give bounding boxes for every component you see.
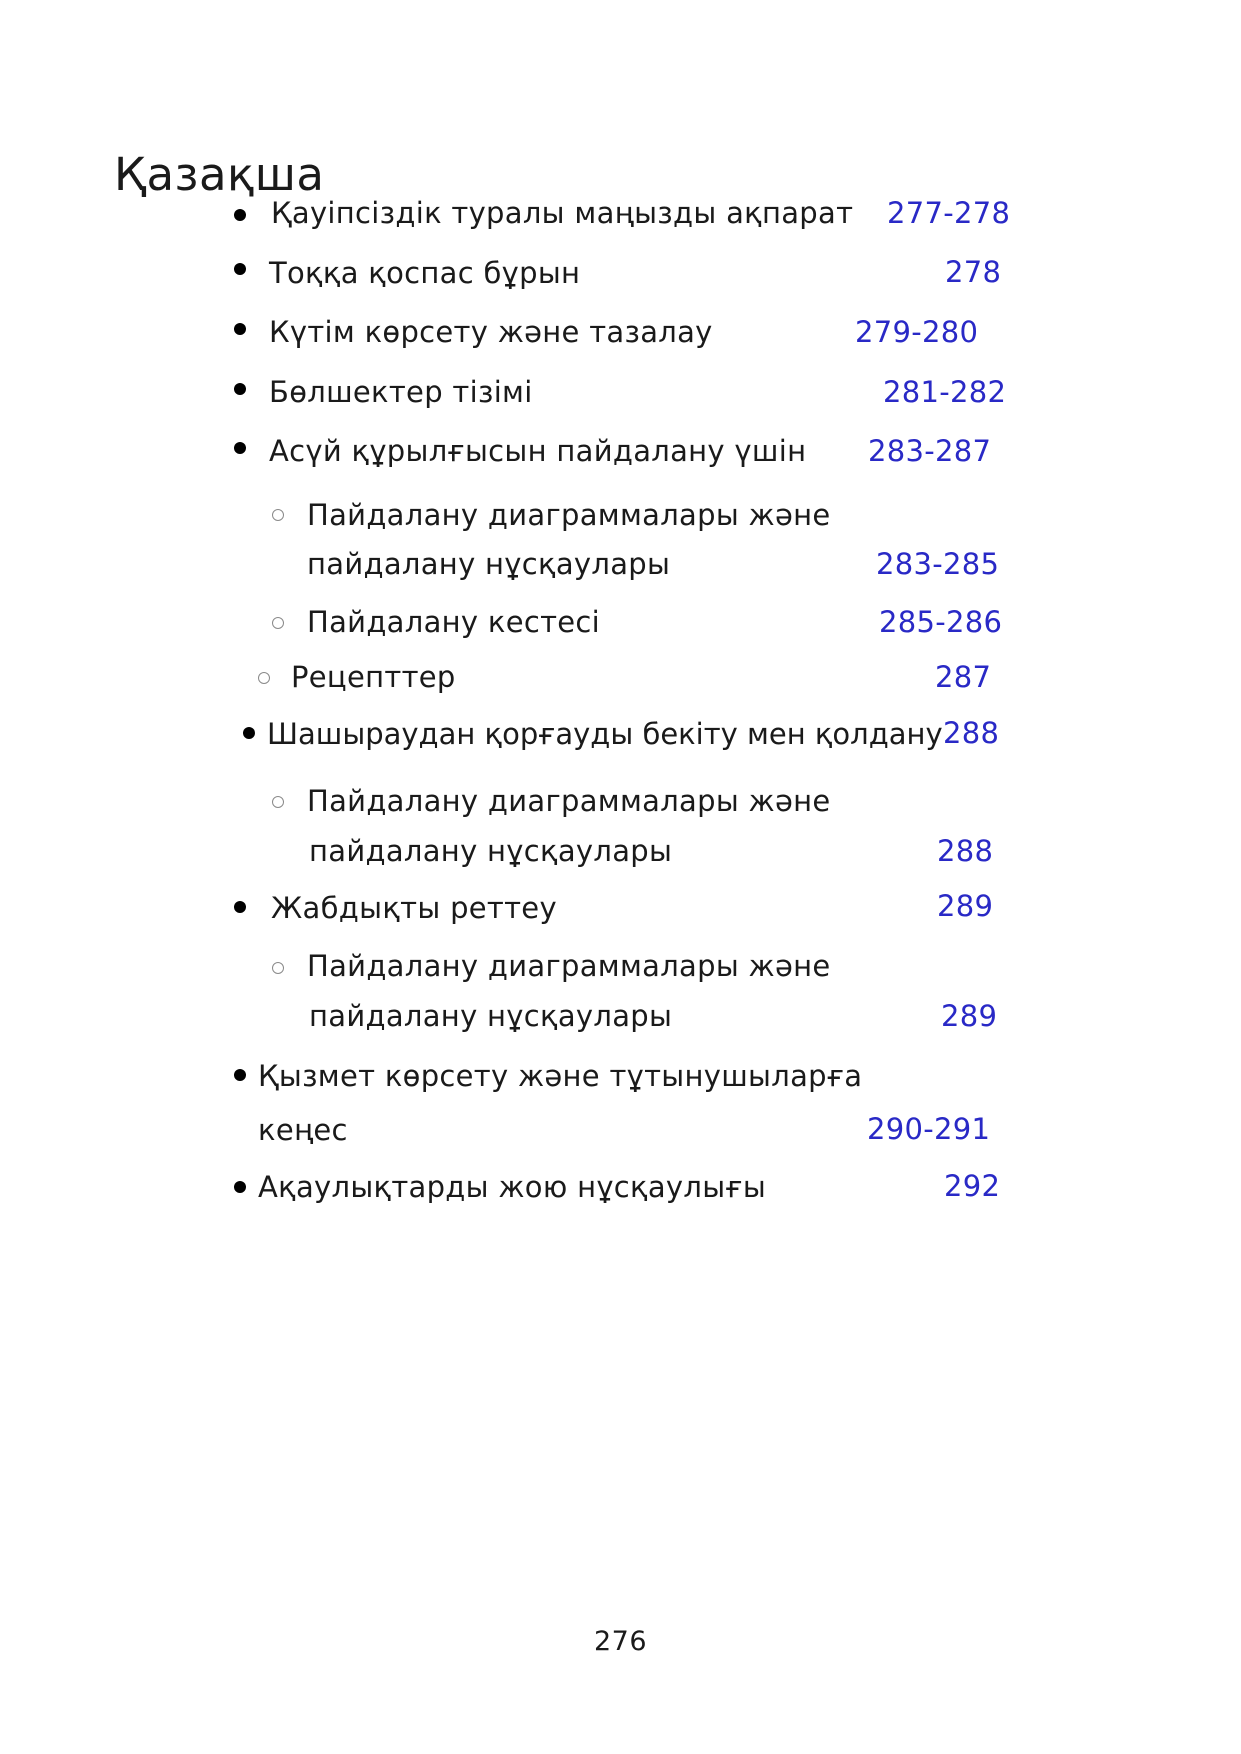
toc-entry-pages: 289 — [941, 999, 998, 1033]
toc-entry-title: Тоққа қоспас бұрын — [269, 256, 581, 290]
bullet-icon — [234, 1069, 246, 1081]
toc-entry-title-continued: пайдалану нұсқаулары — [307, 547, 671, 581]
bullet-icon — [234, 263, 246, 275]
toc-entry-title: Қызмет көрсету және тұтынушыларға — [258, 1059, 863, 1093]
toc-entry-title-continued: кеңес — [258, 1113, 348, 1147]
toc-entry-title: Пайдалану кестесі — [307, 605, 601, 639]
toc-entry-pages: 283-285 — [876, 547, 1000, 581]
toc-entry-title: Бөлшектер тізімі — [269, 375, 533, 409]
bullet-icon — [243, 727, 255, 739]
bullet-icon — [234, 442, 246, 454]
toc-entry-pages: 285-286 — [879, 605, 1003, 639]
toc-entry-title: Пайдалану диаграммалары және — [307, 784, 831, 818]
circle-bullet-icon — [272, 962, 284, 974]
toc-entry-pages: 283-287 — [868, 434, 992, 468]
toc-entry-pages: 290-291 — [867, 1112, 991, 1146]
circle-bullet-icon — [272, 617, 284, 629]
bullet-icon — [234, 1181, 246, 1193]
toc-entry-title-continued: пайдалану нұсқаулары — [309, 834, 673, 868]
circle-bullet-icon — [272, 509, 284, 521]
bullet-icon — [234, 323, 246, 335]
toc-entry-pages: 281-282 — [883, 375, 1007, 409]
toc-entry-title: Ақаулықтарды жою нұсқаулығы — [258, 1170, 767, 1204]
bullet-icon — [234, 383, 246, 395]
toc-entry-title: Шашыраудан қорғауды бекіту мен қолдану — [267, 717, 943, 751]
toc-entry-title: Асүй құрылғысын пайдалану үшін — [269, 434, 807, 468]
toc-entry-title: Қауіпсіздік туралы маңызды ақпарат — [271, 196, 854, 230]
toc-entry-pages: 279-280 — [855, 315, 979, 349]
toc-entry-pages: 289 — [937, 889, 994, 923]
toc-entry-pages: 278 — [945, 255, 1002, 289]
toc-entry-title: Рецепттер — [291, 660, 456, 694]
toc-entry-title-continued: пайдалану нұсқаулары — [309, 999, 673, 1033]
circle-bullet-icon — [258, 672, 270, 684]
page-title: Қазақша — [114, 148, 325, 202]
toc-entry-title: Күтім көрсету және тазалау — [269, 315, 713, 349]
toc-entry-pages: 287 — [935, 660, 992, 694]
toc-entry-title: Пайдалану диаграммалары және — [307, 949, 831, 983]
circle-bullet-icon — [272, 796, 284, 808]
toc-entry-pages: 292 — [944, 1169, 1001, 1203]
bullet-icon — [234, 901, 246, 913]
toc-entry-title: Жабдықты реттеу — [271, 891, 557, 925]
toc-entry-title: Пайдалану диаграммалары және — [307, 498, 831, 532]
page-number: 276 — [593, 1626, 648, 1657]
toc-entry-pages: 277-278 — [887, 196, 1011, 230]
toc-entry-pages: 288 — [943, 716, 1000, 750]
toc-entry-pages: 288 — [937, 834, 994, 868]
bullet-icon — [234, 209, 246, 221]
